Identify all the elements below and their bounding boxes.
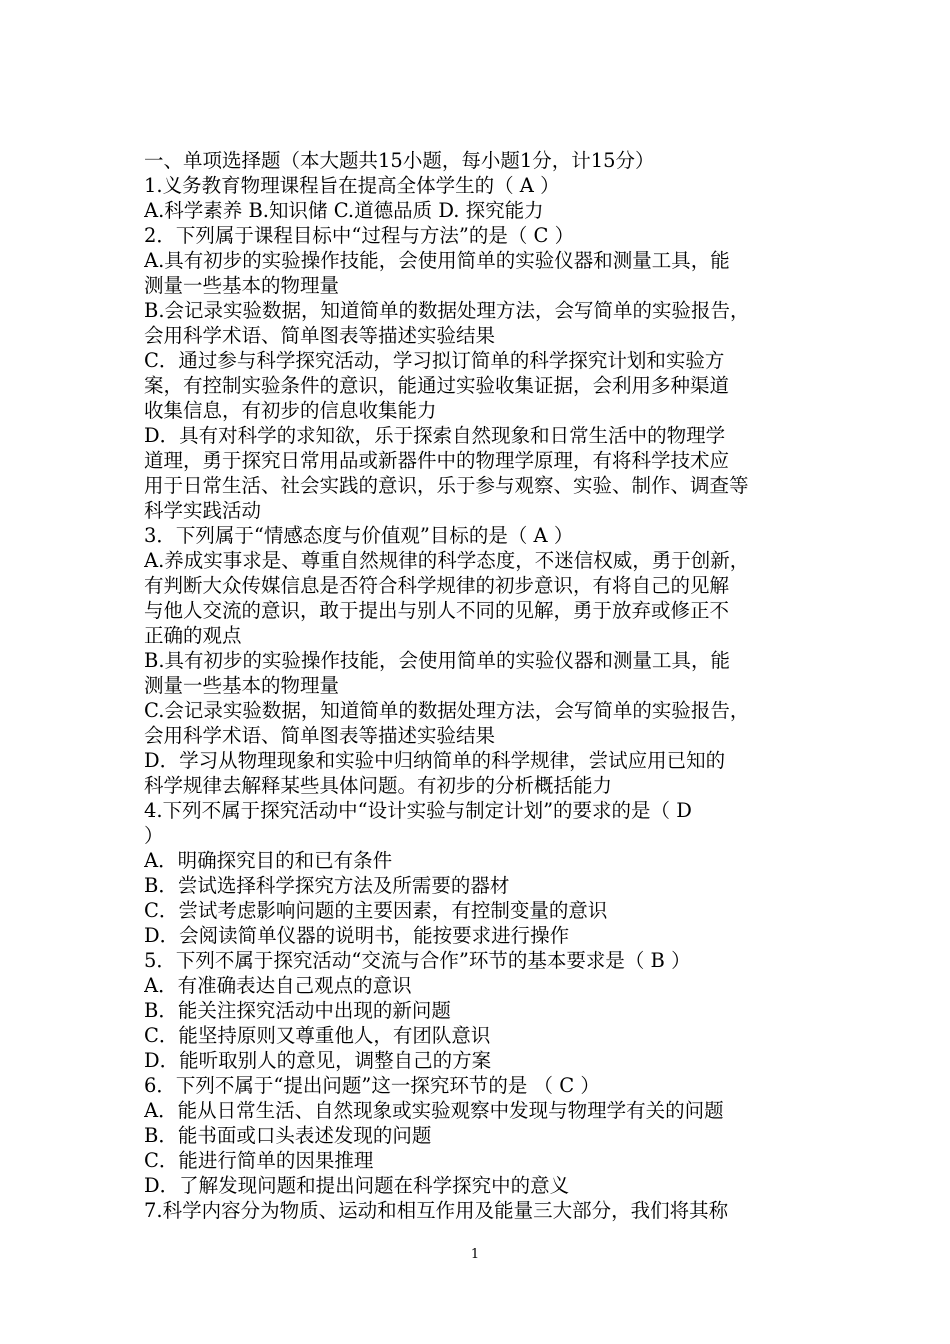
question-3-option-d-cont: 科学规律去解释某些具体问题。有初步的分析概括能力 (144, 774, 613, 797)
question-6-option-a: A．能从日常生活、自然现象或实验观察中发现与物理学有关的问题 (144, 1099, 724, 1122)
question-2-option-c-cont: 收集信息，有初步的信息收集能力 (144, 399, 437, 422)
question-5-option-d: D．能听取别人的意见，调整自己的方案 (144, 1049, 492, 1072)
question-6-option-b: B．能书面或口头表述发现的问题 (144, 1124, 432, 1147)
question-4-option-a: A．明确探究目的和已有条件 (144, 849, 393, 872)
question-3-option-a-cont: 有判断大众传媒信息是否符合科学规律的初步意识，有将自己的见解 (144, 574, 730, 597)
question-3-option-c-cont: 会用科学术语、简单图表等描述实验结果 (144, 724, 496, 747)
question-2-option-c-cont: 案，有控制实验条件的意识，能通过实验收集证据，会利用多种渠道 (144, 374, 730, 397)
question-2-option-d-cont: 科学实践活动 (144, 499, 262, 522)
question-3-option-c: C.会记录实验数据，知道简单的数据处理方法，会写简单的实验报告， (144, 699, 750, 722)
section-heading: 一、单项选择题（本大题共15小题，每小题1分，计15分） (144, 149, 655, 172)
question-6-option-d: D．了解发现问题和提出问题在科学探究中的意义 (144, 1174, 570, 1197)
question-4-option-d: D．会阅读简单仪器的说明书，能按要求进行操作 (144, 924, 570, 947)
question-3: 3．下列属于“情感态度与价值观”目标的是（ A ） (144, 524, 574, 547)
question-4-cont: ） (144, 824, 164, 847)
question-2-option-d: D．具有对科学的求知欲，乐于探索自然现象和日常生活中的物理学 (144, 424, 726, 447)
question-5-option-b: B．能关注探究活动中出现的新问题 (144, 999, 451, 1022)
question-2: 2．下列属于课程目标中“过程与方法”的是（ C ） (144, 224, 575, 247)
question-7: 7.科学内容分为物质、运动和相互作用及能量三大部分，我们将其称 (144, 1199, 729, 1222)
question-1: 1.义务教育物理课程旨在提高全体学生的（ A ） (144, 174, 560, 197)
question-2-option-c: C．通过参与科学探究活动，学习拟订简单的科学探究计划和实验方 (144, 349, 725, 372)
page-number: 1 (470, 1247, 480, 1262)
question-3-option-b-cont: 测量一些基本的物理量 (144, 674, 340, 697)
question-3-option-a-cont: 正确的观点 (144, 624, 242, 647)
question-3-option-d: D．学习从物理现象和实验中归纳简单的科学规律，尝试应用已知的 (144, 749, 726, 772)
question-5: 5．下列不属于探究活动“交流与合作”环节的基本要求是（ B ） (144, 949, 691, 972)
question-4: 4.下列不属于探究活动中“设计实验与制定计划”的要求的是（ D (144, 799, 692, 822)
question-1-options: A.科学素养 B.知识储 C.道德品质 D. 探究能力 (144, 199, 544, 222)
question-2-option-a-cont: 测量一些基本的物理量 (144, 274, 340, 297)
question-5-option-c: C．能坚持原则又尊重他人，有团队意识 (144, 1024, 491, 1047)
question-4-option-b: B．尝试选择科学探究方法及所需要的器材 (144, 874, 510, 897)
question-3-option-a-cont: 与他人交流的意识，敢于提出与别人不同的见解，勇于放弃或修正不 (144, 599, 730, 622)
question-5-option-a: A．有准确表达自己观点的意识 (144, 974, 412, 997)
question-3-option-b: B.具有初步的实验操作技能，会使用简单的实验仪器和测量工具，能 (144, 649, 731, 672)
question-4-option-c: C．尝试考虑影响问题的主要因素，有控制变量的意识 (144, 899, 608, 922)
question-2-option-a: A.具有初步的实验操作技能，会使用简单的实验仪器和测量工具，能 (144, 249, 730, 272)
question-2-option-d-cont: 用于日常生活、社会实践的意识，乐于参与观察、实验、制作、调查等 (144, 474, 749, 497)
question-6-option-c: C．能进行简单的因果推理 (144, 1149, 374, 1172)
document-body (144, 148, 824, 1223)
question-2-option-d-cont: 道理，勇于探究日常用品或新器件中的物理学原理，有将科学技术应 (144, 449, 730, 472)
question-6: 6．下列不属于“提出问题”这一探究环节的是 （ C ） (144, 1074, 600, 1097)
question-3-option-a: A.养成实事求是、尊重自然规律的科学态度，不迷信权威，勇于创新， (144, 549, 750, 572)
question-2-option-b: B.会记录实验数据，知道简单的数据处理方法，会写简单的实验报告， (144, 299, 750, 322)
question-2-option-b-cont: 会用科学术语、简单图表等描述实验结果 (144, 324, 496, 347)
